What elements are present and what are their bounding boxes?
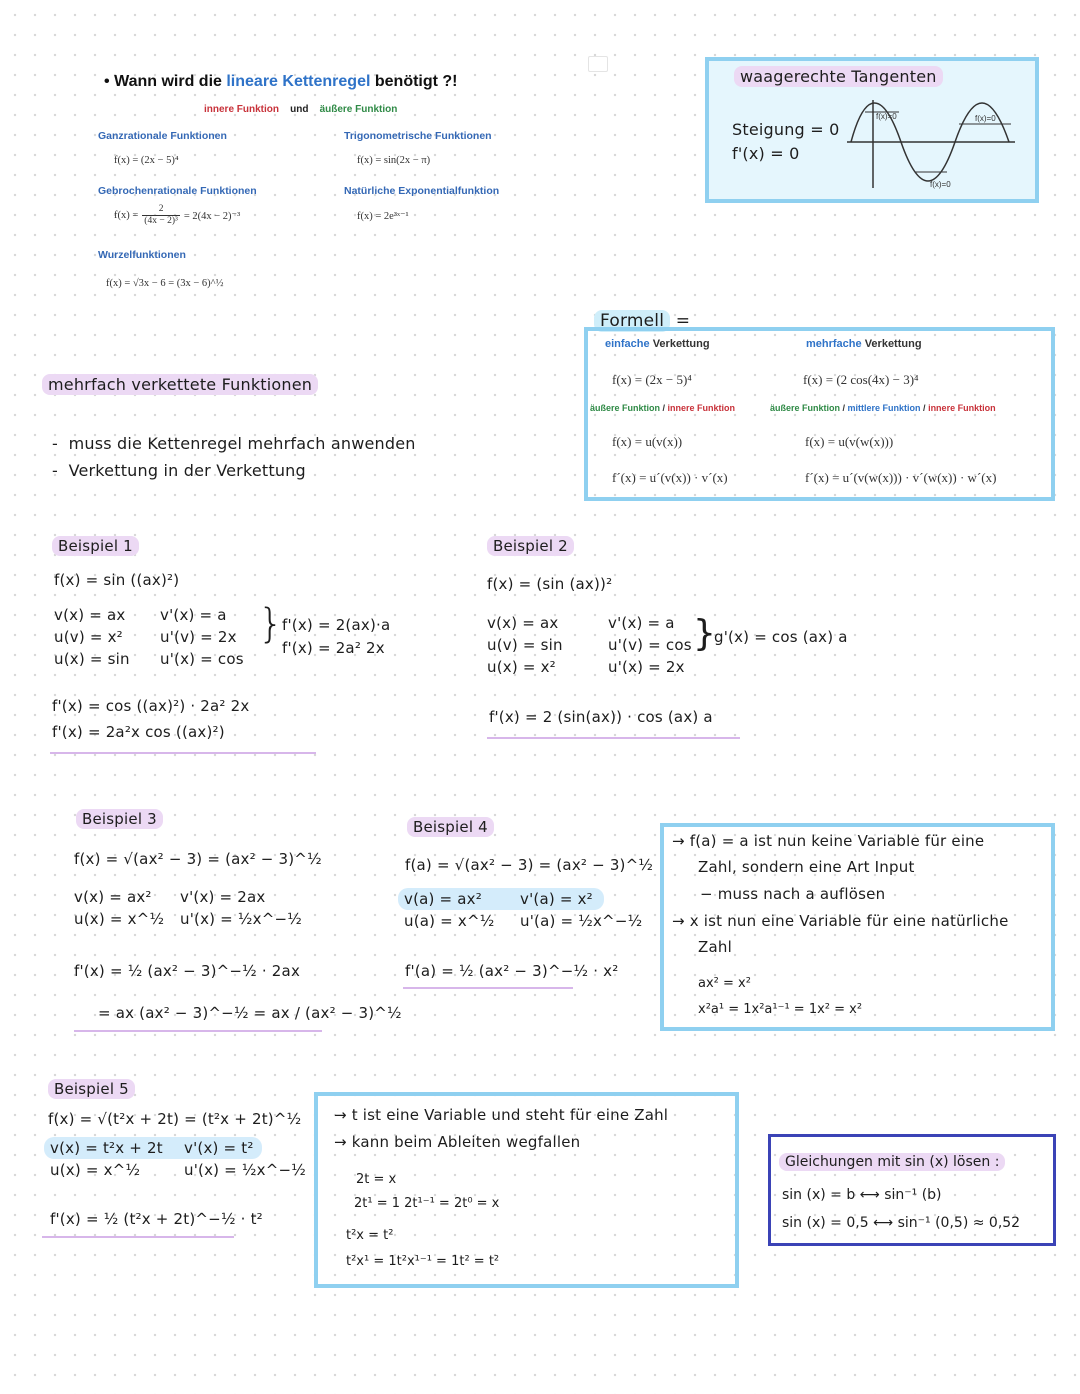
example-gebrochenrational [114, 204, 240, 227]
example3-underline [74, 1030, 322, 1032]
sine-sketch-icon [843, 96, 1023, 192]
example4-title-text: Beispiel 4 [407, 817, 494, 837]
note-line4 [672, 912, 1009, 930]
example5-row2-right: u'(x) = ½x^−½ [184, 1161, 307, 1179]
tangent-line2: f'(x) = 0 [732, 144, 800, 163]
example-ganzrational: f(x) = (2x − 5)⁴ [114, 155, 179, 166]
frac-rhs: = 2(4x − 2)⁻³ [183, 210, 241, 222]
multi-legend-middle: mittlere Funktion [847, 403, 921, 413]
example1-side2: f'(x) = 2a² 2x [282, 639, 385, 657]
example4-col-left [404, 890, 495, 934]
simple-legend-sep: / [660, 403, 668, 413]
note-line1 [672, 832, 984, 850]
t-calc1: 2t = x [356, 1172, 397, 1187]
sin-line2: sin (x) = 0,5 ⟷ sin⁻¹ (0,5) ≈ 0,52 [782, 1215, 1021, 1231]
tangent-label3: f(x)=0 [930, 180, 951, 189]
category-gebrochenrational: Gebrochenrationale Funktionen [98, 185, 257, 197]
example3-row2-left: u(x) = x^½ [74, 910, 165, 928]
example1-result1: f'(x) = cos ((ax)²) · 2a² 2x [52, 697, 250, 715]
multi-legend-outer: äußere Funktion [770, 403, 841, 413]
example4-row1-right: v'(a) = x² [520, 890, 593, 908]
inner-label: innere Funktion [204, 104, 279, 115]
sin-title [779, 1154, 1005, 1170]
t-calc4: t²x¹ = 1t²x¹⁻¹ = 1t² = t² [346, 1254, 500, 1269]
example4-row2-left: u(a) = x^½ [404, 912, 495, 930]
formula-badge-suffix: = [675, 311, 691, 331]
tangent-title [734, 67, 943, 86]
example-wurzel: f(x) = √3x − 6 = (3x − 6)^½ [106, 278, 224, 289]
tangent-line1: Steigung = 0 [732, 120, 840, 139]
simple-legend-inner: innere Funktion [667, 403, 736, 413]
t-calc2: 2t¹ = 1 2t¹⁻¹ = 2t⁰ = x [354, 1196, 500, 1211]
tangent-title-text: waagerechte Tangenten [734, 66, 943, 87]
t-line2 [334, 1133, 580, 1151]
example1-title [52, 537, 139, 555]
example5-underline [42, 1236, 234, 1238]
example2-title-text: Beispiel 2 [487, 536, 574, 556]
multi-title [806, 338, 922, 350]
dash2: - [52, 461, 58, 480]
example2-row2-right: u'(v) = cos [608, 636, 692, 654]
example2-row1-right: v'(x) = a [608, 614, 675, 632]
example2-brace: } [693, 613, 717, 654]
question-highlight: lineare Kettenregel [226, 73, 371, 90]
multi-section-title [42, 375, 318, 394]
tangent-label1: f(x)=0 [876, 112, 897, 121]
simple-f: f(x) = u(v(x)) [612, 434, 683, 449]
multi-legend-sep2: / [920, 403, 929, 413]
simple-legend [590, 403, 735, 413]
sin-line1: sin (x) = b ⟷ sin⁻¹ (b) [782, 1187, 942, 1203]
simple-legend-outer: äußere Funktion [590, 403, 661, 413]
simple-fprime: f´(x) = u´(v(x)) · v´(x) [612, 470, 728, 485]
arrow2: → [672, 912, 685, 930]
simple-title-1: einfache [605, 338, 650, 350]
example4-title [407, 818, 494, 836]
example1-row3-right: u'(x) = cos [160, 650, 244, 668]
question-prefix: Wann wird die [114, 73, 227, 90]
multi-legend-sep1: / [840, 403, 848, 413]
category-trigonometric: Trigonometrische Funktionen [344, 130, 492, 142]
example5-f: f(x) = √(t²x + 2t) = (t²x + 2t)^½ [48, 1110, 302, 1128]
example2-title [487, 537, 574, 555]
example-exponential: f(x) = 2e³ˣ⁻¹ [357, 211, 409, 222]
example3-result1: f'(x) = ½ (ax² − 3)^−½ · 2ax [74, 962, 301, 980]
example2-col-left [487, 614, 563, 680]
sin-title-text: Gleichungen mit sin (x) lösen : [779, 1153, 1005, 1171]
example1-side1: f'(x) = 2(ax)·a [282, 616, 391, 634]
example4-row2-right: u'(a) = ½x^−½ [520, 912, 643, 930]
multi-f: f(x) = u(v(w(x))) [805, 434, 894, 449]
example3-title [76, 810, 163, 828]
example5-row1-left: v(x) = t²x + 2t [50, 1139, 163, 1157]
example4-col-right [520, 890, 642, 934]
simple-example: f(x) = (2x − 5)⁴ [612, 372, 692, 387]
example1-col-left [54, 606, 130, 672]
outer-label: äußere Funktion [319, 104, 398, 115]
note-line1-text: f(a) = a ist nun keine Variable für eine [689, 832, 985, 850]
example5-result: f'(x) = ½ (t²x + 2t)^−½ · t² [50, 1210, 263, 1228]
multi-section-title-text: mehrfach verkettete Funktionen [42, 374, 318, 395]
example2-row3-right: u'(x) = 2x [608, 658, 685, 676]
header-question [104, 73, 458, 91]
example2-result: f'(x) = 2 (sin(ax)) · cos (ax) a [489, 708, 713, 726]
t-line1 [334, 1106, 668, 1124]
placeholder-icon [588, 56, 608, 72]
example1-f: f(x) = sin ((ax)²) [54, 571, 180, 589]
example3-row1-right: v'(x) = 2ax [180, 888, 266, 906]
example1-title-text: Beispiel 1 [52, 536, 139, 556]
dash1: - [52, 434, 58, 453]
t-arrow1: → [334, 1106, 347, 1124]
example3-row2-right: u'(x) = ½x^−½ [180, 910, 303, 928]
multi-legend [770, 403, 996, 413]
t-line1-text: t ist eine Variable und steht für eine Zahl [351, 1106, 669, 1124]
example2-row1-left: v(x) = ax [487, 614, 559, 632]
example5-col-right [184, 1139, 306, 1183]
example4-underline [403, 987, 573, 989]
example5-row2-left: u(x) = x^½ [50, 1161, 141, 1179]
simple-title-2: Verkettung [649, 338, 710, 350]
t-line2-text: kann beim Ableiten wegfallen [351, 1133, 581, 1151]
frac-lhs: f(x) = [114, 210, 139, 221]
multi-point2-text: Verkettung in der Verkettung [68, 461, 306, 480]
example4-result: f'(a) = ½ (ax² − 3)^−½ · x² [405, 962, 619, 980]
multi-example: f(x) = (2 cos(4x) − 3)⁴ [803, 372, 919, 387]
example1-row2-right: u'(v) = 2x [160, 628, 237, 646]
example-trigonometric: f(x) = sin(2x − π) [357, 155, 431, 166]
fraction [142, 204, 180, 227]
simple-title [605, 338, 710, 350]
und-label: und [290, 104, 309, 115]
category-exponential: Natürliche Exponentialfunktion [344, 185, 500, 197]
example1-underline [50, 752, 316, 754]
example3-col-right [180, 888, 302, 932]
example2-row2-left: u(v) = sin [487, 636, 563, 654]
note-line5: Zahl [698, 938, 732, 956]
example5-title [48, 1080, 135, 1098]
multi-point2 [52, 461, 306, 480]
note-calc1: ax² = x² [698, 976, 751, 991]
example3-title-text: Beispiel 3 [76, 809, 163, 829]
multi-point1 [52, 434, 416, 453]
example2-col-right [608, 614, 692, 680]
arrow1: → [672, 832, 685, 850]
note-line3: − muss nach a auflösen [700, 885, 886, 903]
multi-fprime: f´(x) = u´(v(w(x))) · v´(w(x)) · w´(x) [805, 470, 997, 485]
note-line2: Zahl, sondern eine Art Input [698, 858, 915, 876]
category-wurzel: Wurzelfunktionen [98, 249, 186, 261]
example1-row2-left: u(v) = x² [54, 628, 123, 646]
example3-f: f(x) = √(ax² − 3) = (ax² − 3)^½ [74, 850, 322, 868]
multi-legend-inner: innere Funktion [928, 403, 996, 413]
example5-col-left [50, 1139, 163, 1183]
t-calc3: t²x = t² [346, 1228, 394, 1243]
example1-col-right [160, 606, 244, 672]
fraction-numerator: 2 [158, 204, 164, 214]
example1-row3-left: u(x) = sin [54, 650, 130, 668]
category-ganzrational: Ganzrationale Funktionen [98, 130, 227, 142]
example1-brace: } [258, 601, 284, 647]
example3-row1-left: v(x) = ax² [74, 888, 152, 906]
example1-row1-right: v'(x) = a [160, 606, 227, 624]
multi-point1-text: muss die Kettenregel mehrfach anwenden [68, 434, 416, 453]
example2-underline [487, 737, 740, 739]
bullet: • [104, 73, 110, 90]
example5-row1-right: v'(x) = t² [184, 1139, 254, 1157]
multi-title-1: mehrfache [806, 338, 862, 350]
example3-col-left [74, 888, 164, 932]
tangent-label2: f(x)=0 [975, 114, 996, 123]
example2-f: f(x) = (sin (ax))² [487, 575, 613, 593]
example1-row1-left: v(x) = ax [54, 606, 126, 624]
note-calc2: x²a¹ = 1x²a¹⁻¹ = 1x² = x² [698, 1002, 863, 1017]
question-suffix: benötigt ?! [370, 73, 458, 90]
example4-f: f(a) = √(ax² − 3) = (ax² − 3)^½ [405, 856, 654, 874]
example2-side: g'(x) = cos (ax) a [714, 628, 848, 646]
example4-row1-left: v(a) = ax² [404, 890, 482, 908]
t-arrow2: → [334, 1133, 347, 1151]
formula-badge-text: Formell [594, 310, 670, 332]
inner-outer-legend [204, 104, 397, 115]
example2-row3-left: u(x) = x² [487, 658, 556, 676]
example5-title-text: Beispiel 5 [48, 1079, 135, 1099]
note-line4-text: x ist nun eine Variable für eine natürliche [689, 912, 1009, 930]
multi-title-2: Verkettung [861, 338, 922, 350]
example1-result2: f'(x) = 2a²x cos ((ax)²) [52, 723, 225, 741]
example3-result2: = ax (ax² − 3)^−½ = ax / (ax² − 3)^½ [98, 1004, 402, 1022]
fraction-denominator: (4x − 2)³ [144, 216, 178, 226]
